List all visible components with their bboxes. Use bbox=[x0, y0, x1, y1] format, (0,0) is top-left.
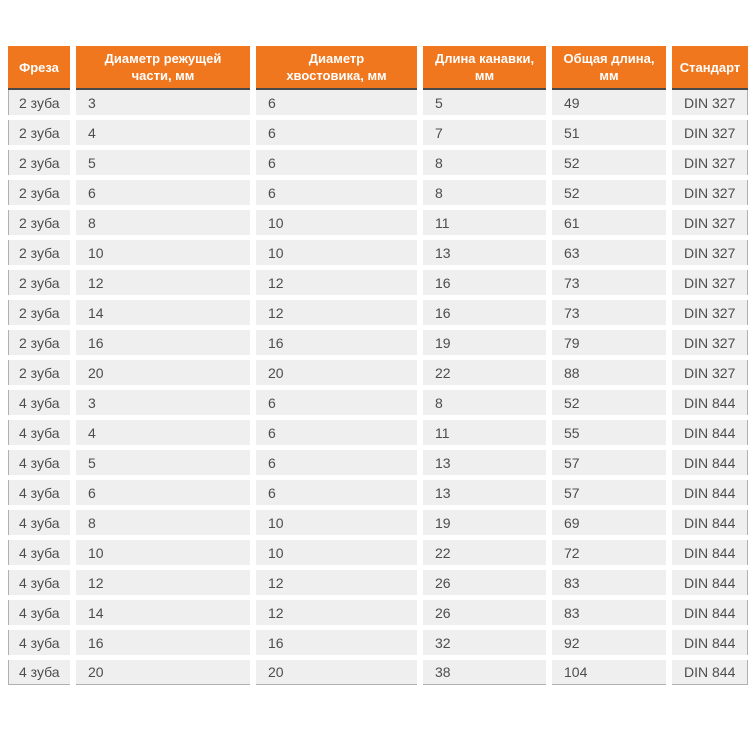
cell-shank_diameter: 10 bbox=[256, 540, 417, 565]
table-body bbox=[8, 90, 748, 685]
cell-flute_length: 22 bbox=[423, 540, 546, 565]
cell-standard: DIN 327 bbox=[672, 300, 748, 325]
cell-cutter: 4 зуба bbox=[8, 570, 70, 595]
cell-shank_diameter: 6 bbox=[256, 390, 417, 415]
header-cell-cutter bbox=[8, 46, 70, 90]
cell-flute_length: 32 bbox=[423, 630, 546, 655]
cell-cutting_diameter: 16 bbox=[76, 330, 250, 355]
cell-cutting_diameter: 16 bbox=[76, 630, 250, 655]
cell-standard: DIN 844 bbox=[672, 480, 748, 505]
cell-shank_diameter: 12 bbox=[256, 600, 417, 625]
cell-shank_diameter: 16 bbox=[256, 630, 417, 655]
cell-flute_length: 8 bbox=[423, 150, 546, 175]
cell-cutter: 2 зуба bbox=[8, 120, 70, 145]
cell-standard: DIN 327 bbox=[672, 90, 748, 115]
cell-standard: DIN 327 bbox=[672, 240, 748, 265]
table-row bbox=[8, 270, 748, 295]
cell-cutting_diameter: 20 bbox=[76, 360, 250, 385]
cell-shank_diameter: 12 bbox=[256, 570, 417, 595]
cell-shank_diameter: 6 bbox=[256, 180, 417, 205]
table-row bbox=[8, 330, 748, 355]
cell-overall_length: 73 bbox=[552, 270, 666, 295]
cell-standard: DIN 844 bbox=[672, 390, 748, 415]
table-row bbox=[8, 120, 748, 145]
cell-shank_diameter: 10 bbox=[256, 240, 417, 265]
table-row bbox=[8, 600, 748, 625]
table-row bbox=[8, 660, 748, 685]
table-header-row bbox=[8, 46, 748, 90]
cell-standard: DIN 844 bbox=[672, 660, 748, 685]
cell-flute_length: 26 bbox=[423, 570, 546, 595]
cell-flute_length: 11 bbox=[423, 210, 546, 235]
table-row bbox=[8, 390, 748, 415]
cell-overall_length: 51 bbox=[552, 120, 666, 145]
cell-cutter: 4 зуба bbox=[8, 540, 70, 565]
cell-flute_length: 38 bbox=[423, 660, 546, 685]
cell-shank_diameter: 6 bbox=[256, 420, 417, 445]
cell-flute_length: 26 bbox=[423, 600, 546, 625]
cell-cutter: 2 зуба bbox=[8, 180, 70, 205]
cell-shank_diameter: 20 bbox=[256, 360, 417, 385]
cell-cutting_diameter: 3 bbox=[76, 390, 250, 415]
cell-flute_length: 16 bbox=[423, 270, 546, 295]
cell-shank_diameter: 6 bbox=[256, 150, 417, 175]
table-row bbox=[8, 300, 748, 325]
cell-overall_length: 49 bbox=[552, 90, 666, 115]
cell-cutter: 2 зуба bbox=[8, 210, 70, 235]
cell-overall_length: 52 bbox=[552, 390, 666, 415]
cell-cutting_diameter: 8 bbox=[76, 210, 250, 235]
header-cell-overall-length bbox=[552, 46, 666, 90]
cell-standard: DIN 327 bbox=[672, 120, 748, 145]
cell-cutting_diameter: 5 bbox=[76, 150, 250, 175]
cell-cutter: 4 зуба bbox=[8, 660, 70, 685]
header-label: мм bbox=[599, 68, 619, 83]
cell-cutter: 4 зуба bbox=[8, 450, 70, 475]
cell-flute_length: 13 bbox=[423, 450, 546, 475]
cell-shank_diameter: 12 bbox=[256, 270, 417, 295]
cell-shank_diameter: 16 bbox=[256, 330, 417, 355]
cell-overall_length: 83 bbox=[552, 570, 666, 595]
cell-overall_length: 61 bbox=[552, 210, 666, 235]
cell-cutter: 4 зуба bbox=[8, 420, 70, 445]
cell-standard: DIN 844 bbox=[672, 570, 748, 595]
cell-shank_diameter: 6 bbox=[256, 480, 417, 505]
cell-standard: DIN 844 bbox=[672, 450, 748, 475]
header-label: Стандарт bbox=[679, 59, 741, 75]
cell-overall_length: 57 bbox=[552, 480, 666, 505]
cutter-spec-table bbox=[8, 46, 748, 685]
cell-shank_diameter: 12 bbox=[256, 300, 417, 325]
cell-overall_length: 104 bbox=[552, 660, 666, 685]
cell-shank_diameter: 20 bbox=[256, 660, 417, 685]
cell-cutting_diameter: 4 bbox=[76, 420, 250, 445]
header-cell-flute-length bbox=[423, 46, 546, 90]
cell-standard: DIN 327 bbox=[672, 180, 748, 205]
cell-flute_length: 8 bbox=[423, 180, 546, 205]
cell-cutter: 2 зуба bbox=[8, 330, 70, 355]
table-row bbox=[8, 630, 748, 655]
cell-standard: DIN 327 bbox=[672, 360, 748, 385]
cell-cutting_diameter: 20 bbox=[76, 660, 250, 685]
header-label: Диаметр режущей bbox=[104, 51, 222, 66]
table-row bbox=[8, 450, 748, 475]
cell-cutting_diameter: 12 bbox=[76, 570, 250, 595]
header-cell-standard bbox=[672, 46, 748, 90]
table-row bbox=[8, 90, 748, 115]
cell-flute_length: 8 bbox=[423, 390, 546, 415]
cell-cutter: 2 зуба bbox=[8, 240, 70, 265]
cell-overall_length: 83 bbox=[552, 600, 666, 625]
cell-cutting_diameter: 8 bbox=[76, 510, 250, 535]
cell-flute_length: 11 bbox=[423, 420, 546, 445]
cell-overall_length: 69 bbox=[552, 510, 666, 535]
table-row bbox=[8, 210, 748, 235]
cell-cutter: 4 зуба bbox=[8, 510, 70, 535]
header-label: Диаметр bbox=[308, 51, 365, 66]
header-label: Общая длина, bbox=[563, 51, 655, 66]
header-label: Фреза bbox=[19, 59, 59, 75]
cell-shank_diameter: 10 bbox=[256, 510, 417, 535]
table-row bbox=[8, 570, 748, 595]
header-cell-shank-diameter bbox=[256, 46, 417, 90]
cell-standard: DIN 844 bbox=[672, 630, 748, 655]
cell-shank_diameter: 6 bbox=[256, 90, 417, 115]
cell-standard: DIN 327 bbox=[672, 330, 748, 355]
table-row bbox=[8, 360, 748, 385]
cell-flute_length: 22 bbox=[423, 360, 546, 385]
cell-overall_length: 79 bbox=[552, 330, 666, 355]
cell-cutting_diameter: 10 bbox=[76, 540, 250, 565]
header-label: хвостовика, мм bbox=[286, 68, 387, 83]
header-cell-cutting-diameter bbox=[76, 46, 250, 90]
table-row bbox=[8, 510, 748, 535]
cell-overall_length: 63 bbox=[552, 240, 666, 265]
cell-cutting_diameter: 6 bbox=[76, 480, 250, 505]
cell-cutting_diameter: 6 bbox=[76, 180, 250, 205]
cell-flute_length: 19 bbox=[423, 510, 546, 535]
cell-cutter: 4 зуба bbox=[8, 480, 70, 505]
cell-cutting_diameter: 3 bbox=[76, 90, 250, 115]
cell-overall_length: 73 bbox=[552, 300, 666, 325]
cell-flute_length: 13 bbox=[423, 480, 546, 505]
cell-standard: DIN 844 bbox=[672, 510, 748, 535]
cell-cutter: 2 зуба bbox=[8, 270, 70, 295]
table-row bbox=[8, 480, 748, 505]
cell-overall_length: 72 bbox=[552, 540, 666, 565]
cell-flute_length: 5 bbox=[423, 90, 546, 115]
cell-flute_length: 16 bbox=[423, 300, 546, 325]
cell-overall_length: 52 bbox=[552, 150, 666, 175]
cell-flute_length: 19 bbox=[423, 330, 546, 355]
cell-cutting_diameter: 12 bbox=[76, 270, 250, 295]
cell-shank_diameter: 6 bbox=[256, 120, 417, 145]
cell-cutter: 2 зуба bbox=[8, 150, 70, 175]
cell-cutter: 4 зуба bbox=[8, 630, 70, 655]
cell-standard: DIN 844 bbox=[672, 540, 748, 565]
table-row bbox=[8, 240, 748, 265]
header-label: части, мм bbox=[131, 68, 195, 83]
cell-standard: DIN 844 bbox=[672, 600, 748, 625]
cell-cutter: 2 зуба bbox=[8, 360, 70, 385]
cell-cutting_diameter: 14 bbox=[76, 600, 250, 625]
header-label: Длина канавки, bbox=[434, 51, 535, 66]
table-row bbox=[8, 150, 748, 175]
table-row bbox=[8, 420, 748, 445]
cell-shank_diameter: 6 bbox=[256, 450, 417, 475]
cell-cutting_diameter: 10 bbox=[76, 240, 250, 265]
table-row bbox=[8, 540, 748, 565]
cell-cutter: 4 зуба bbox=[8, 600, 70, 625]
cell-cutter: 4 зуба bbox=[8, 390, 70, 415]
cell-standard: DIN 327 bbox=[672, 270, 748, 295]
cell-overall_length: 55 bbox=[552, 420, 666, 445]
cell-flute_length: 7 bbox=[423, 120, 546, 145]
cell-standard: DIN 844 bbox=[672, 420, 748, 445]
cell-cutter: 2 зуба bbox=[8, 300, 70, 325]
cell-overall_length: 57 bbox=[552, 450, 666, 475]
cell-standard: DIN 327 bbox=[672, 210, 748, 235]
cell-overall_length: 88 bbox=[552, 360, 666, 385]
cell-cutting_diameter: 14 bbox=[76, 300, 250, 325]
cell-cutter: 2 зуба bbox=[8, 90, 70, 115]
table-row bbox=[8, 180, 748, 205]
header-label: мм bbox=[474, 68, 495, 83]
cell-flute_length: 13 bbox=[423, 240, 546, 265]
cell-overall_length: 92 bbox=[552, 630, 666, 655]
cell-standard: DIN 327 bbox=[672, 150, 748, 175]
cell-cutting_diameter: 5 bbox=[76, 450, 250, 475]
cell-overall_length: 52 bbox=[552, 180, 666, 205]
cell-shank_diameter: 10 bbox=[256, 210, 417, 235]
cell-cutting_diameter: 4 bbox=[76, 120, 250, 145]
